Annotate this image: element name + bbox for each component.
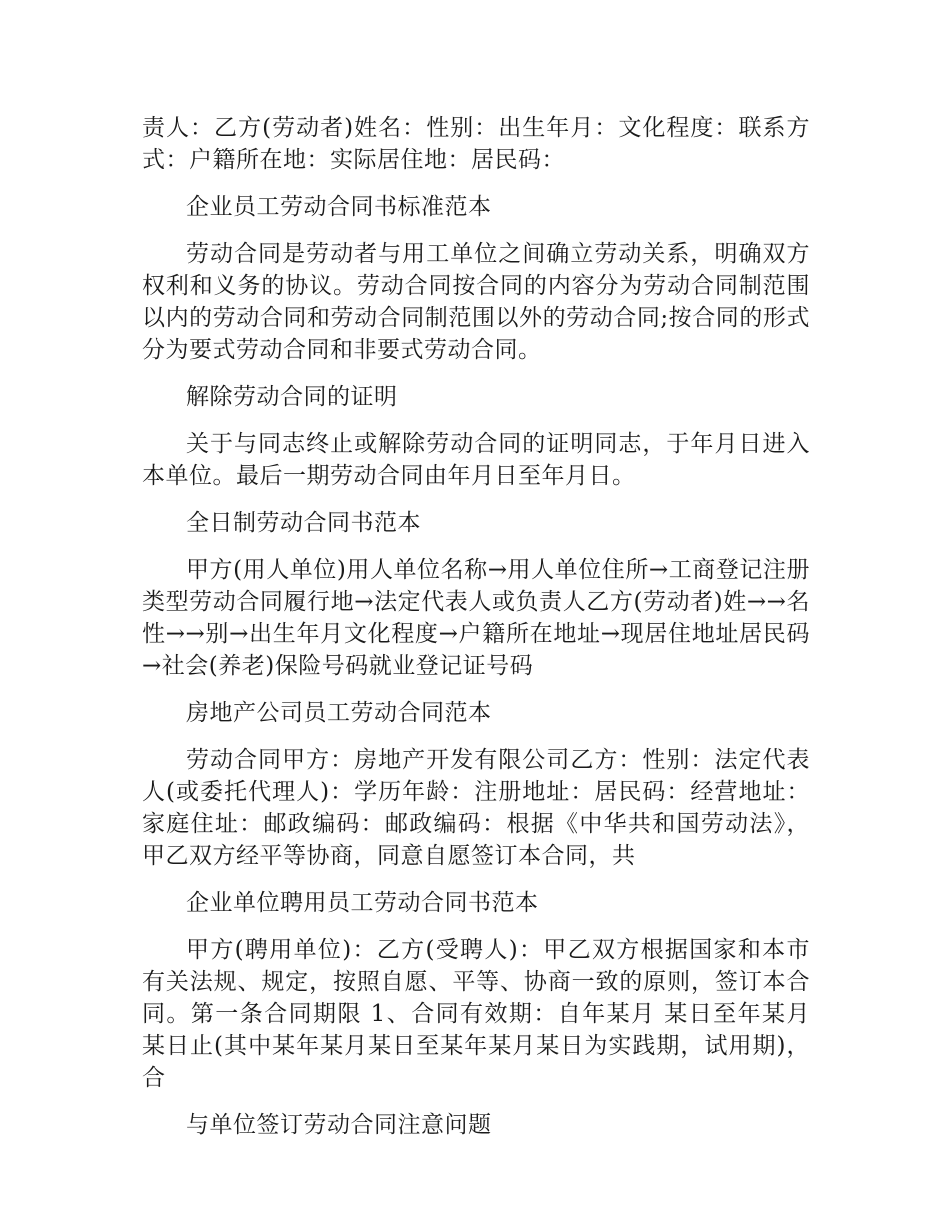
document-body <box>142 112 810 1156</box>
paragraph-full-time-fields: 甲方(用人单位)用人单位名称→用人单位住所→工商登记注册类型劳动合同履行地→法定代表人或负责人乙方(劳动者)姓→→名性→→别→出生年月文化程度→户籍所在地址→现居住地址居民码→社会(养老)保险号码就业登记证号码 <box>142 557 810 679</box>
paragraph-real-estate-contract: 劳动合同甲方：房地产开发有限公司乙方：性别：法定代表人(或委托代理人)：学历年龄：注册地址：居民码：经营地址：家庭住址：邮政编码：邮政编码：根据《中华共和国劳动法》，甲乙双方经平等协商，同意自愿签订本合同，共 <box>142 747 810 869</box>
paragraph-termination-certificate: 关于与同志终止或解除劳动合同的证明同志，于年月日进入本单位。最后一期劳动合同由年月日至年月日。 <box>142 431 810 489</box>
paragraph-party-b-fields: 责人：乙方(劳动者)姓名：性别：出生年月：文化程度：联系方式：户籍所在地：实际居住地：居民码： <box>142 115 810 173</box>
heading-employer-hiring-template: 企业单位聘用员工劳动合同书范本 <box>186 890 539 916</box>
heading-real-estate-template: 房地产公司员工劳动合同范本 <box>186 700 492 726</box>
heading-full-time-template: 全日制劳动合同书范本 <box>186 510 421 536</box>
heading-termination-certificate: 解除劳动合同的证明 <box>186 384 398 410</box>
paragraph-contract-definition: 劳动合同是劳动者与用工单位之间确立劳动关系，明确双方权利和义务的协议。劳动合同按合同的内容分为劳动合同制范围以内的劳动合同和劳动合同制范围以外的劳动合同;按合同的形式分为要式劳动合同和非要式劳动合同。 <box>142 241 810 363</box>
paragraph-hiring-contract: 甲方(聘用单位)：乙方(受聘人)：甲乙双方根据国家和本市有关法规、规定，按照自愿、平等、协商一致的原则，签订本合同。第一条合同期限 1、合同有效期：自年某月 某日至年某月 某日止(其中某年某月某日至某年某月某日为实践期，试用期)，合 <box>142 937 810 1091</box>
heading-standard-template: 企业员工劳动合同书标准范本 <box>186 194 492 220</box>
heading-signing-notes: 与单位签订劳动合同注意问题 <box>186 1112 492 1138</box>
